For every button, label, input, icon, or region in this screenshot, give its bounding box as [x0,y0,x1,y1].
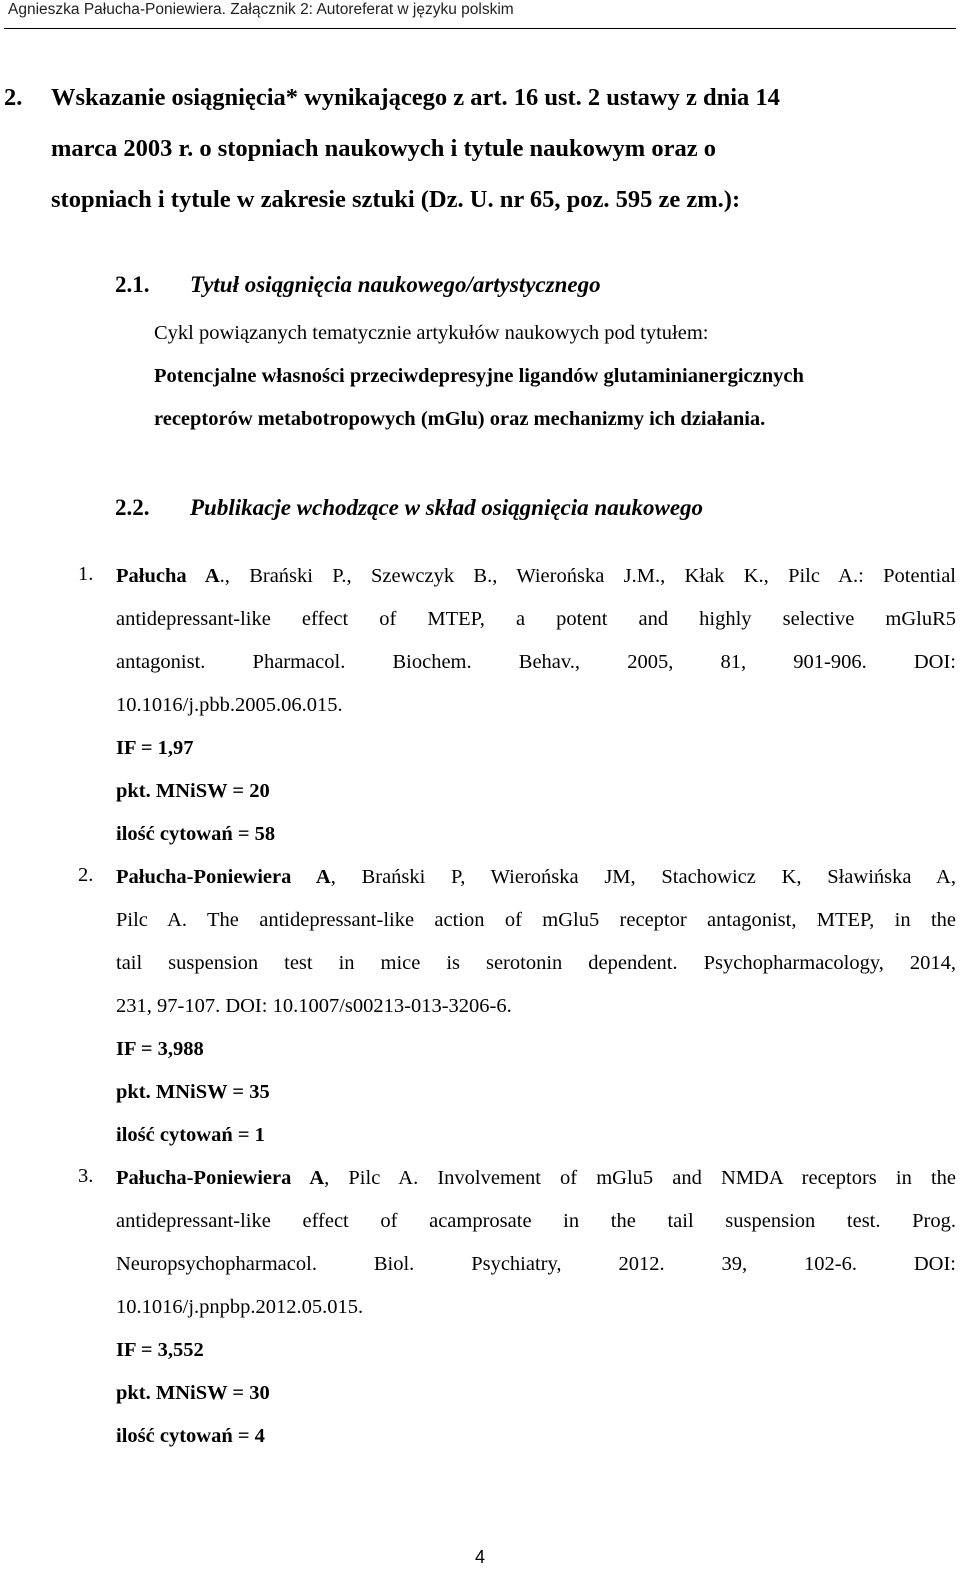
publication-doi: 231, 97-107. DOI: 10.1007/s00213-013-3206-6. [116,995,512,1017]
section-heading-line: Wskazanie osiągnięcia* wynikającego z art. 16 ust. 2 ustawy z dnia 14 [51,84,780,111]
cycle-title-line: receptorów metabotropowych (mGlu) oraz mechanizmy ich działania. [154,408,766,430]
publication-line: tail suspension test in mice is serotonin dependent. Psychopharmacology, 2014, [116,952,956,974]
cycle-title-line: Potencjalne własności przeciwdepresyjne ligandów glutaminianergicznych [154,365,804,387]
subsection-title: Publikacje wchodzące w skład osiągnięcia naukowego [190,495,704,520]
running-header: Agnieszka Pałucha-Poniewiera. Załącznik 2: Autoreferat w języku polskim [8,1,514,18]
subsection-number: 2.1. [115,272,150,297]
publication-line [116,864,956,890]
header-rule [4,28,956,29]
publication-doi: 10.1016/j.pnpbp.2012.05.015. [116,1296,364,1318]
subsection-number: 2.2. [115,495,150,520]
publication-line: antagonist. Pharmacol. Biochem. Behav., 2005, 81, 901-906. DOI: [116,651,956,673]
citation-count: ilość cytowań = 1 [116,1124,265,1146]
citation-count: ilość cytowań = 4 [116,1425,265,1447]
publication-line: antidepressant-like effect of acamprosate in the tail suspension test. Prog. [116,1210,956,1232]
section-heading-line: marca 2003 r. o stopniach naukowych i tytule naukowym oraz o [51,135,716,162]
mnisw-points: pkt. MNiSW = 30 [116,1382,270,1404]
publication-line: antidepressant-like effect of MTEP, a potent and highly selective mGluR5 [116,608,956,630]
publication-line [116,563,956,589]
section-number: 2. [4,84,23,111]
subsection-title: Tytuł osiągnięcia naukowego/artystycznego [190,272,601,297]
publication-line [116,1165,956,1191]
citation-count: ilość cytowań = 58 [116,823,276,845]
impact-factor: IF = 1,97 [116,737,194,759]
subsection-2-1-heading [115,270,601,300]
subsection-2-2-heading [115,493,704,523]
publication-line: Neuropsychopharmacol. Biol. Psychiatry, 2012. 39, 102-6. DOI: [116,1253,956,1275]
mnisw-points: pkt. MNiSW = 20 [116,780,270,802]
publication-authors-rest: , Brański P, Wierońska JM, Stachowicz K, Sławińska A, [330,866,956,888]
publication-number: 1. [78,563,94,585]
impact-factor: IF = 3,988 [116,1038,204,1060]
page-number: 4 [474,1547,485,1567]
publication-author: Pałucha A [116,565,220,587]
section-heading-line: stopniach i tytule w zakresie sztuki (Dz. U. nr 65, poz. 595 ze zm.): [51,186,741,213]
publication-author: Pałucha-Poniewiera A [116,1167,325,1189]
publication-number: 2. [78,864,94,886]
impact-factor: IF = 3,552 [116,1339,204,1361]
publication-author: Pałucha-Poniewiera A [116,866,331,888]
publication-authors-rest: , Pilc A. Involvement of mGlu5 and NMDA receptors in the [324,1167,956,1189]
publication-line: Pilc A. The antidepressant-like action of mGlu5 receptor antagonist, MTEP, in the [116,909,956,931]
publication-doi: 10.1016/j.pbb.2005.06.015. [116,694,343,716]
mnisw-points: pkt. MNiSW = 35 [116,1081,270,1103]
cycle-intro: Cykl powiązanych tematycznie artykułów naukowych pod tytułem: [154,322,709,344]
publication-authors-rest: ., Brański P., Szewczyk B., Wierońska J.M., Kłak K., Pilc A.: Potential [219,565,957,587]
publication-number: 3. [78,1165,94,1187]
